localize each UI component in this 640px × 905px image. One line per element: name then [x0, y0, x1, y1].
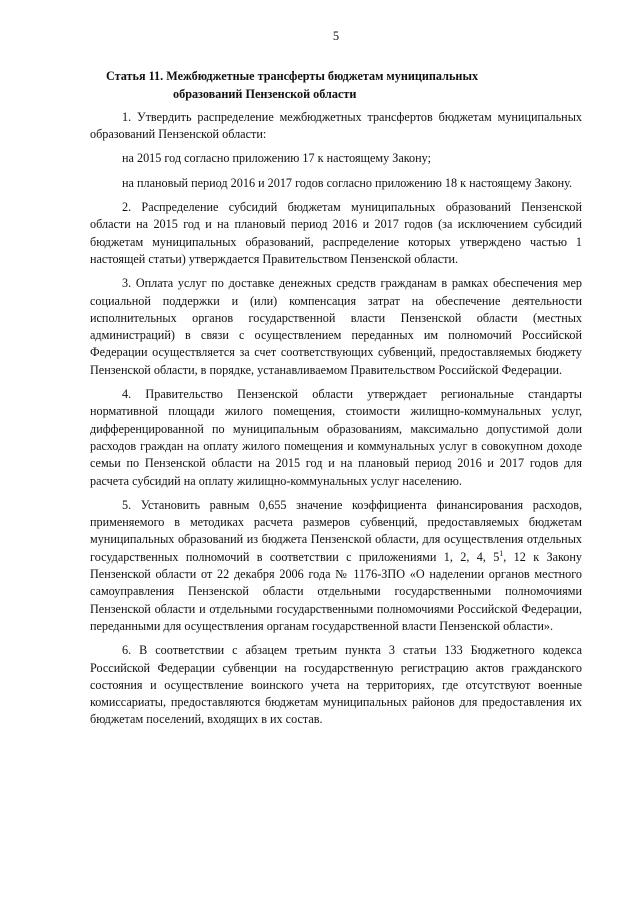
page-number: 5: [332, 29, 340, 43]
paragraph-6: 6. В соответствии с абзацем третьим пункта 3 статьи 133 Бюджетного кодекса Российской Федерации субвенции на государственную регистрацию актов гражданского состояния и осуществление воинского учета на территориях, где отсутствуют военные комиссариаты, предоставляются бюджетам муниципальных районов для предоставления их бюджетам поселений, входящих в их состав.: [90, 643, 582, 727]
superscript-index: 1: [499, 548, 504, 558]
paragraph-5-text-start: 5. Установить равным 0,655 значение коэффициента финансирования расходов, применяемого в методиках расчета размеров субвенций, предоставляемых бюджетам муниципальных образований из бюджета Пензенской области, для осуществления отдельных государственных полномочий в соответствии с приложениями 1, 2, 4, 5: [90, 497, 582, 564]
article-title-line-1: Статья 11. Межбюджетные трансферты бюджетам муниципальных: [106, 69, 479, 84]
paragraph-2: 2. Распределение субсидий бюджетам муниципальных образований Пензенской области на 2015 год и на плановый период 2016 и 2017 годов (за исключением субсидий бюджетам муниципальных образований, распределение которых утверждено частью 1 настоящей статьи) утверждается Правительством Пензенской области.: [90, 200, 582, 266]
article-title-line-2: образований Пензенской области: [173, 86, 357, 101]
paragraph-1: 1. Утвердить распределение межбюджетных трансфертов бюджетам муниципальных образований Пензенской области:: [90, 109, 582, 142]
paragraph-4: 4. Правительство Пензенской области утверждает региональные стандарты нормативной площади жилого помещения, стоимости жилищно-коммунальных услуг, дифференцированной по муниципальным образованиям, максимально допустимой доли расходов граждан на оплату жилого помещения и коммунальных услуг в совокупном доходе семьи по Пензенской области на 2015 год и на плановый период 2016 и 2017 годов для расчета субсидий на оплату жилищно-коммунальных услуг населению.: [90, 387, 582, 488]
paragraph-3: 3. Оплата услуг по доставке денежных средств гражданам в рамках обеспечения мер социальной поддержки и (или) компенсация затрат на обеспечение деятельности исполнительных органов государственной власти Пензенской области (местных администраций) в связи с осуществлением переданных им полномочий Российской Федерации осуществляется за счет соответствующих субвенций, предоставляемых бюджету Пензенской области, в порядке, устанавливаемом Правительством Российской Федерации.: [90, 276, 582, 377]
paragraph-1-item-a: на 2015 год согласно приложению 17 к настоящему Закону;: [122, 151, 431, 166]
paragraph-5-text-end: , 12 к Закону Пензенской области от 22 декабря 2006 года № 1176-ЗПО «О наделении органов местного самоуправления Пензенской области отдельными государственными полномочиями Пензенской области и отдельными государственными полномочиями Российской Федерации, переданными для осуществления органам государственной власти Пензенской области».: [90, 549, 583, 633]
paragraph-1-item-b: на плановый период 2016 и 2017 годов согласно приложению 18 к настоящему Закону.: [122, 175, 573, 190]
article-title: [90, 68, 582, 103]
paragraph-5: [90, 497, 582, 635]
